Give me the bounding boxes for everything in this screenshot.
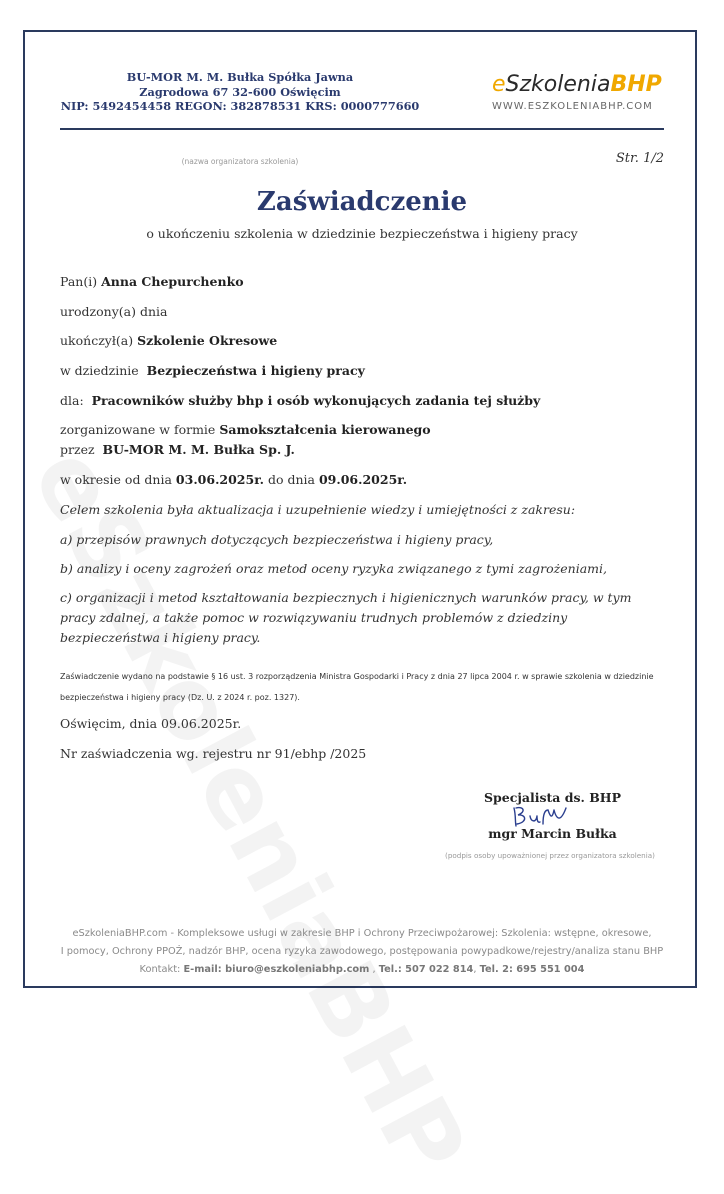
training-name: Szkolenie Okresowe <box>137 333 278 348</box>
contact-phone-2: Tel. 2: 695 551 004 <box>479 964 585 975</box>
person-name: Anna Chepurchenko <box>101 274 244 289</box>
page-number: Str. 1/2 <box>615 151 664 166</box>
for-line <box>60 393 540 408</box>
date-to: 09.06.2025r. <box>318 472 408 487</box>
person-line <box>60 274 244 289</box>
domain-value: Bezpieczeństwa i higieny pracy <box>146 363 365 378</box>
domain-label: w dziedzinie <box>60 363 139 378</box>
date-from: 03.06.2025r. <box>175 472 264 487</box>
form-label: zorganizowane w formie <box>60 422 216 437</box>
contact-separator: , <box>372 964 376 975</box>
period-line <box>60 472 407 487</box>
header-divider <box>60 128 664 130</box>
footer <box>28 925 696 979</box>
form-line <box>60 422 431 437</box>
period-mid: do dnia <box>267 472 315 487</box>
goal-a: a) przepisów prawnych dotyczących bezpieczeństwa i higieny pracy, <box>60 532 494 547</box>
domain-line <box>60 363 365 378</box>
period-label: w okresie od dnia <box>60 472 172 487</box>
organizer-name: BU-MOR M. M. Bułka Spółka Jawna <box>126 70 354 84</box>
organizer-caption: (nazwa organizatora szkolenia) <box>181 157 299 166</box>
logo-wordmark <box>492 72 662 98</box>
goal-c: c) organizacji i metod kształtowania bezpiecznych i higienicznych warunków pracy, w tym pracy zdalnej, a także pomoc w rozwiązywaniu trudnych problemów z dziedziny bezpieczeństwa i higieny pracy. <box>60 590 632 645</box>
born-line <box>60 304 167 319</box>
logo-url: WWW.ESZKOLENIABHP.COM <box>492 101 653 112</box>
legal-basis: Zaświadczenie wydano na podstawie § 16 ust. 3 rozporządzenia Ministra Gospodarki i Pracy z dnia 27 lipca 2004 r. w sprawie szkolenia w dziedzinie bezpieczeństwa i higieny pracy (Dz. U. z 2024 r. poz. 1327). <box>60 672 654 702</box>
person-label: Pan(i) <box>60 274 98 289</box>
document-subtitle: o ukończeniu szkolenia w dziedzinie bezpieczeństwa i higieny pracy <box>146 226 578 241</box>
document-title: Zaświadczenie <box>256 187 468 217</box>
by-line <box>60 442 295 457</box>
by-value: BU-MOR M. M. Bułka Sp. J. <box>102 442 295 457</box>
eszkolenia-logo <box>492 72 662 112</box>
logo-part-bhp: BHP <box>610 72 662 97</box>
organizer-ids: NIP: 5492454458 REGON: 382878531 KRS: 0000777660 <box>60 99 420 113</box>
by-label: przez <box>60 442 95 457</box>
completed-line <box>60 333 277 348</box>
completed-label: ukończył(a) <box>60 333 134 348</box>
registry-number: Nr zaświadczenia wg. rejestru nr 91/ebhp /2025 <box>60 746 367 761</box>
place-date: Oświęcim, dnia 09.06.2025r. <box>60 716 242 731</box>
for-label: dla: <box>60 393 84 408</box>
footer-contact <box>28 961 696 979</box>
goals-intro: Celem szkolenia była aktualizacja i uzupełnienie wiedzy i umiejętności z zakresu: <box>60 502 576 517</box>
for-value: Pracowników służby bhp i osób wykonujących zadania tej służby <box>91 393 541 408</box>
form-value: Samokształcenia kierowanego <box>219 422 431 437</box>
contact-separator-2: , <box>473 964 477 975</box>
contact-email: E-mail: biuro@eszkoleniabhp.com <box>183 964 370 975</box>
born-label: urodzony(a) dnia <box>60 304 168 319</box>
footer-line-2: I pomocy, Ochrony PPOŻ, nadzór BHP, ocena ryzyka zawodowego, postępowania powypadkowe/rejestry/analiza stanu BHP <box>60 946 664 957</box>
goal-b: b) analizy i oceny zagrożeń oraz metod oceny ryzyka związanego z tymi zagrożeniami, <box>60 561 607 576</box>
organizer-block <box>60 70 420 114</box>
signatory-title: Specjalista ds. BHP <box>484 790 621 805</box>
contact-label: Kontakt: <box>139 964 181 975</box>
organizer-address: Zagrodowa 67 32-600 Oświęcim <box>139 84 341 99</box>
logo-part-szkolenia: Szkolenia <box>505 72 611 97</box>
signature-caption: (podpis osoby upoważnionej przez organizatora szkolenia) <box>445 851 655 860</box>
footer-line-1: eSzkoleniaBHP.com - Kompleksowe usługi w zakresie BHP i Ochrony Przeciwpożarowej: Szkolenia: wstępne, okresowe, <box>72 928 652 939</box>
signatory-name: mgr Marcin Bułka <box>488 826 617 841</box>
contact-phone-1: Tel.: 507 022 814 <box>378 964 474 975</box>
logo-part-e: e <box>492 72 506 97</box>
